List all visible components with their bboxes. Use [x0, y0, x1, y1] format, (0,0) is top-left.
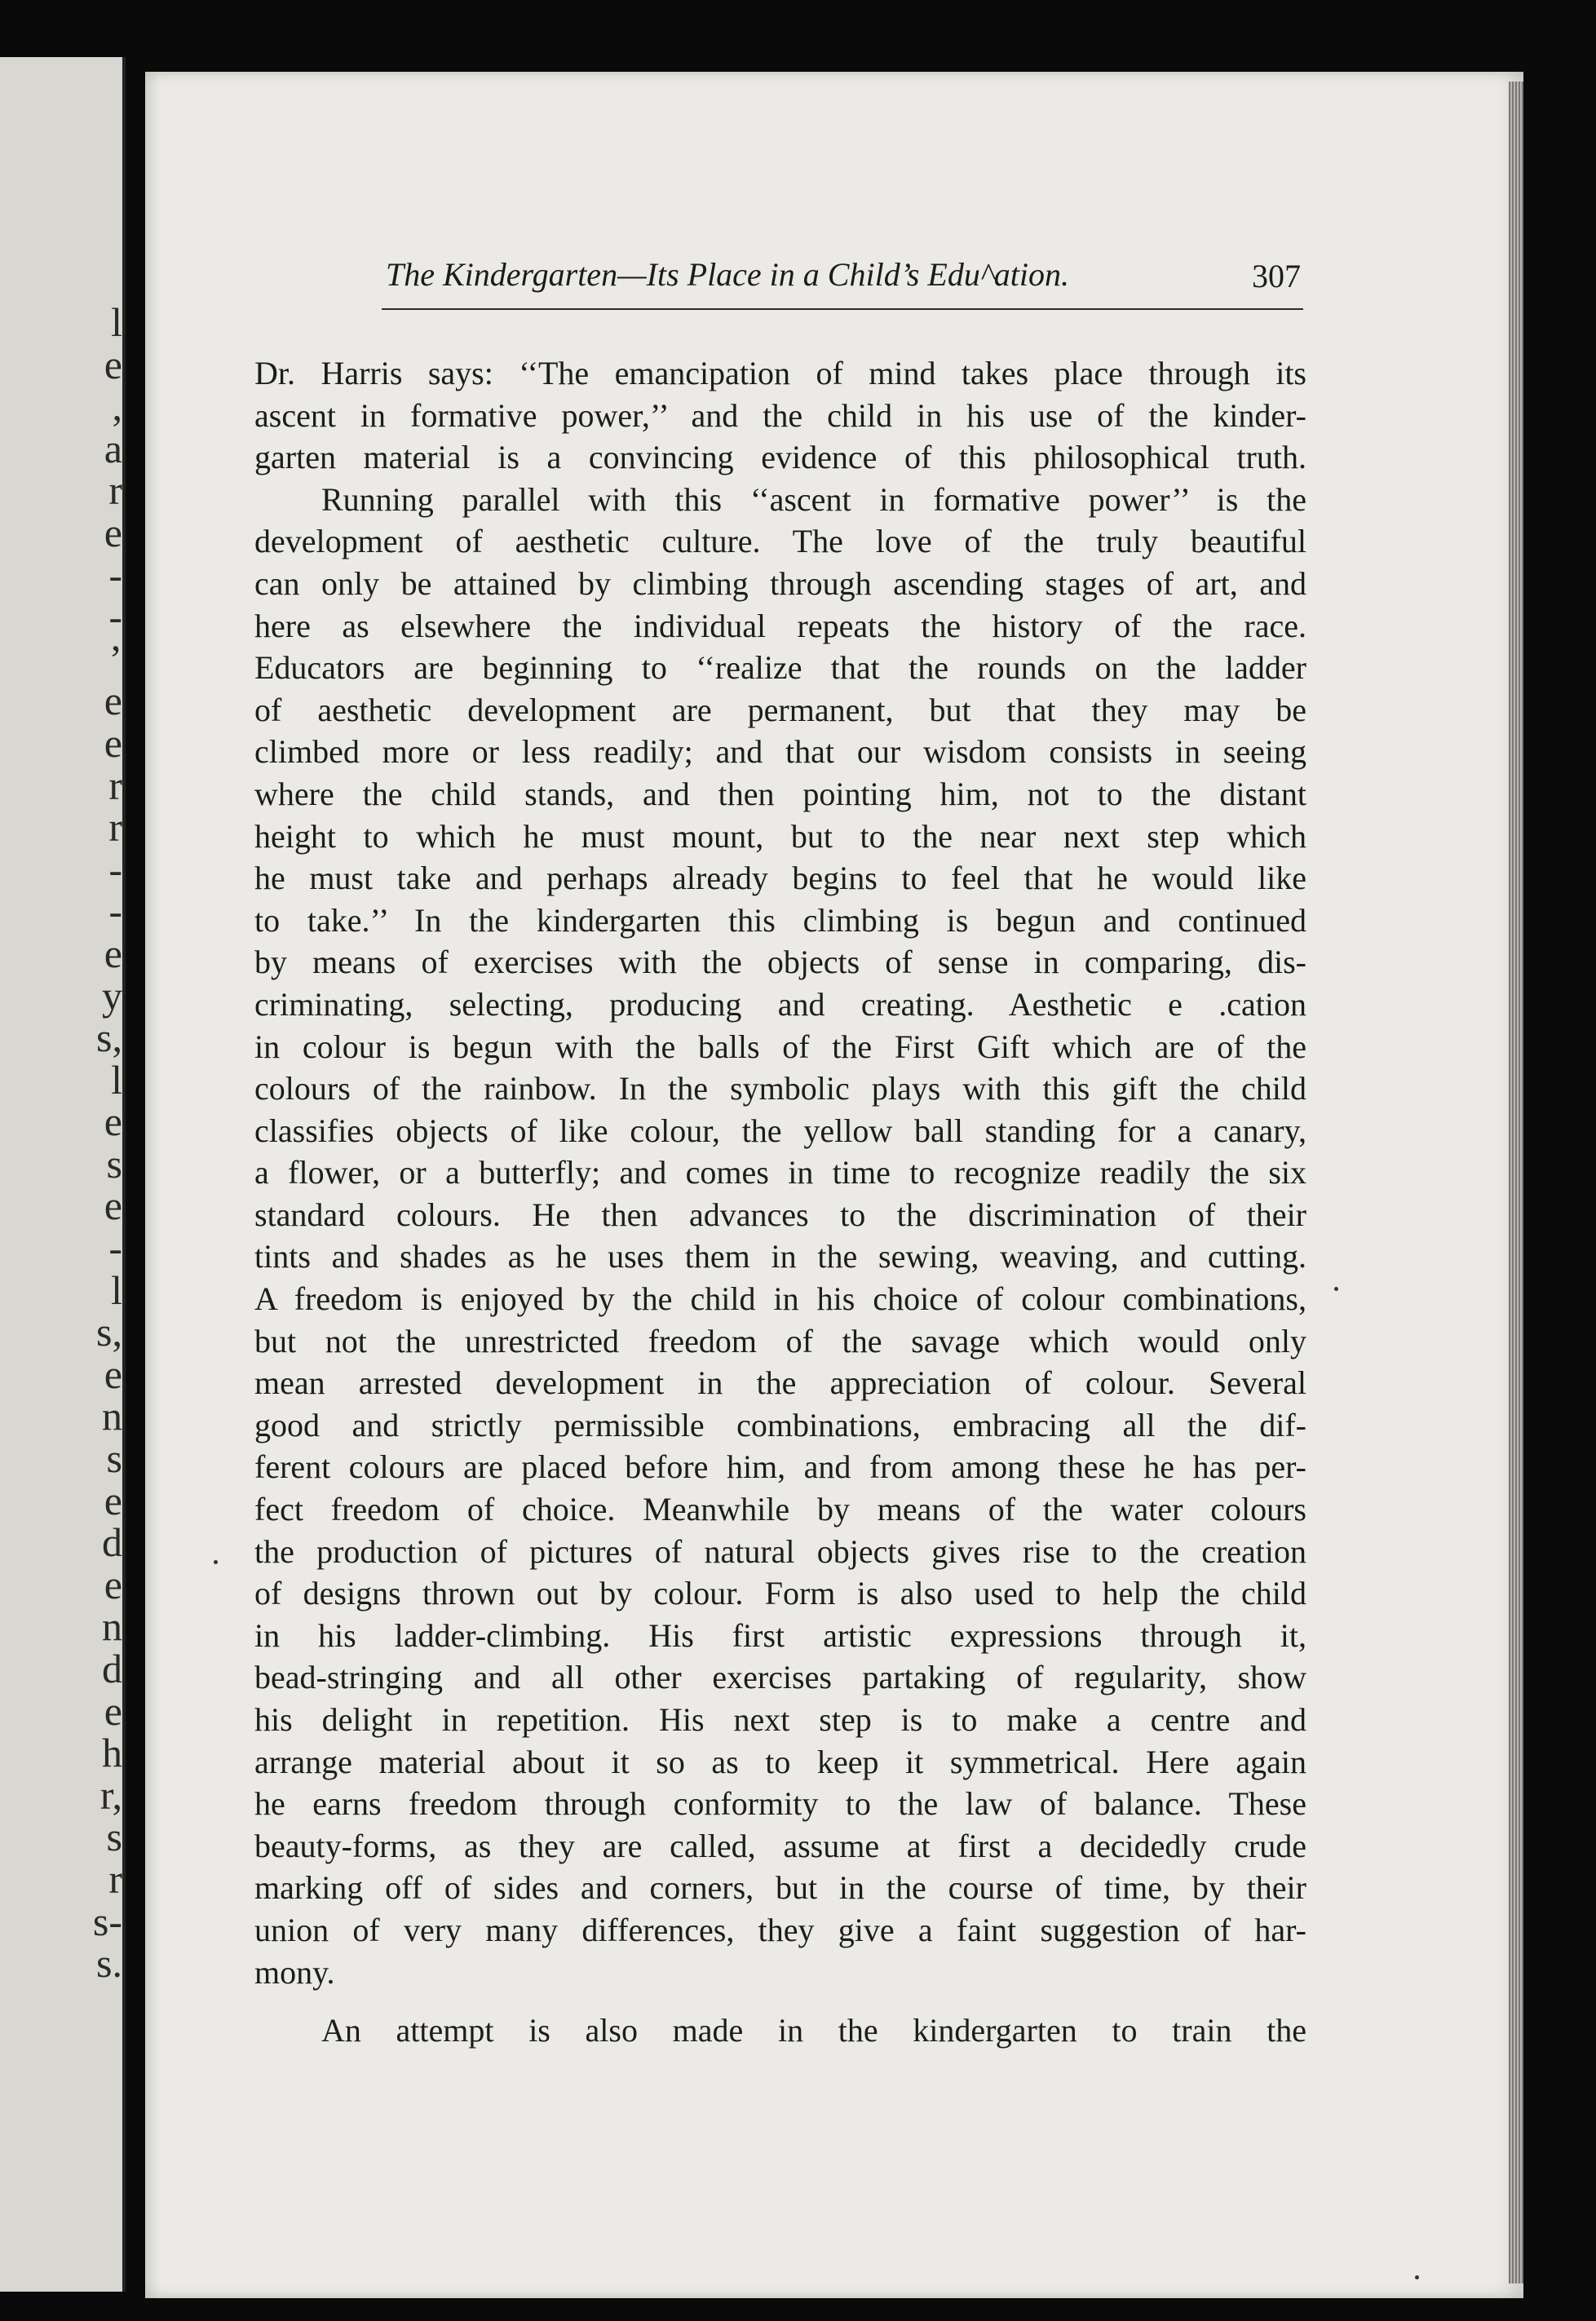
- text-line: Running parallel with this ‘‘ascent in formative power’’ is the: [321, 480, 1306, 518]
- previous-page-fragment: s: [106, 1140, 122, 1187]
- previous-page-text-fragments: [33, 299, 122, 2096]
- previous-page-fragment: e: [104, 509, 122, 555]
- text-line: to take.’’ In the kindergarten this climbing is begun and continued: [254, 901, 1306, 939]
- text-line: An attempt is also made in the kindergarten to train the: [321, 2012, 1306, 2049]
- body-text: [254, 352, 1306, 2052]
- text-line: A freedom is enjoyed by the child in his choice of colour combinations,: [254, 1280, 1306, 1318]
- previous-page-fragment: -: [108, 1225, 122, 1271]
- text-line: climbed more or less readily; and that our wisdom consists in seeing: [254, 733, 1306, 771]
- text-line: Dr. Harris says: ‘‘The emancipation of mind takes place through its: [254, 355, 1306, 391]
- previous-page-fragment: ’: [108, 635, 122, 682]
- text-line: height to which he must mount, but to the near next step which: [254, 817, 1306, 855]
- previous-page-fragment: e: [104, 678, 122, 724]
- previous-page-fragment: e: [104, 930, 122, 976]
- text-line: criminating, selecting, producing and creating. Aesthetic e .cation: [254, 985, 1306, 1023]
- previous-page-fragment: e: [104, 341, 122, 387]
- text-line: a flower, or a butterfly; and comes in time to recognize readily the six: [254, 1154, 1306, 1191]
- previous-page-fragment: e: [104, 1687, 122, 1734]
- text-line: mean arrested development in the appreciation of colour. Several: [254, 1364, 1306, 1402]
- previous-page-fragment: a: [104, 425, 122, 471]
- previous-page-fragment: ,: [112, 383, 122, 430]
- previous-page-fragment: r,: [99, 1771, 122, 1818]
- previous-page-fragment: -: [108, 888, 122, 935]
- page-stack-edge: [1509, 82, 1523, 2283]
- text-line: good and strictly permissible combinations, embracing all the dif-: [254, 1406, 1306, 1443]
- previous-page-fragment: h: [102, 1730, 122, 1776]
- text-line: union of very many differences, they give a faint suggestion of har-: [254, 1911, 1306, 1948]
- running-head: The Kindergarten—Its Place in a Child’s Edu^ation.: [386, 256, 1069, 293]
- page-header: [237, 255, 1301, 304]
- text-line: Educators are beginning to ‘‘realize that the rounds on the ladder: [254, 649, 1306, 687]
- text-line: in colour is begun with the balls of the First Gift which are of the: [254, 1028, 1306, 1065]
- text-line: he must take and perhaps already begins to feel that he would like: [254, 860, 1306, 897]
- previous-page-fragment: d: [102, 1519, 122, 1566]
- previous-page-fragment: n: [102, 1603, 122, 1650]
- text-line: in his ladder-climbing. His first artistic expressions through it,: [254, 1616, 1306, 1654]
- previous-page-fragment: e: [104, 1183, 122, 1229]
- previous-page-fragment: r: [108, 762, 122, 808]
- text-line: where the child stands, and then pointing him, not to the distant: [254, 775, 1306, 812]
- text-line: development of aesthetic culture. The love of the truly beautiful: [254, 523, 1306, 560]
- text-line: bead-stringing and all other exercises partaking of regularity, show: [254, 1659, 1306, 1696]
- text-line: fect freedom of choice. Meanwhile by means of the water colours: [254, 1491, 1306, 1528]
- previous-page-fragment: e: [104, 1477, 122, 1523]
- text-line: ferent colours are placed before him, and from among these he has per-: [254, 1448, 1306, 1486]
- text-line: but not the unrestricted freedom of the savage which would only: [254, 1322, 1306, 1359]
- previous-page-fragment: e: [104, 719, 122, 766]
- text-line: standard colours. He then advances to the discrimination of their: [254, 1196, 1306, 1233]
- text-line: tints and shades as he uses them in the sewing, weaving, and cutting.: [254, 1238, 1306, 1275]
- text-line: can only be attained by climbing through ascending stages of art, and: [254, 564, 1306, 602]
- previous-page-fragment: e: [104, 1561, 122, 1607]
- previous-page-fragment: s-: [92, 1898, 122, 1944]
- text-line: his delight in repetition. His next step is to make a centre and: [254, 1701, 1306, 1738]
- previous-page-fragment: -: [108, 846, 122, 892]
- previous-page-fragment: s,: [96, 1015, 122, 1061]
- text-line: of designs thrown out by colour. Form is also used to help the child: [254, 1575, 1306, 1612]
- previous-page-fragment: e: [104, 1351, 122, 1397]
- text-line: arrange material about it so as to keep it symmetrical. Here again: [254, 1743, 1306, 1780]
- previous-page-fragment: l: [111, 299, 122, 345]
- text-line: marking off of sides and corners, but in the course of time, by their: [254, 1869, 1306, 1907]
- previous-page-fragment: s,: [96, 1309, 122, 1355]
- previous-page-fragment: r: [108, 804, 122, 851]
- text-line: of aesthetic development are permanent, but that they may be: [254, 691, 1306, 728]
- print-speck: [1415, 2275, 1419, 2279]
- text-line: by means of exercises with the objects of sense in comparing, dis-: [254, 944, 1306, 981]
- text-line: here as elsewhere the individual repeats the history of the race.: [254, 607, 1306, 644]
- text-line: ascent in formative power,’’ and the child in his use of the kinder-: [254, 396, 1306, 434]
- text-line: colours of the rainbow. In the symbolic plays with this gift the child: [254, 1070, 1306, 1107]
- text-line: he earns freedom through conformity to the law of balance. These: [254, 1785, 1306, 1823]
- previous-page-fragment: y: [102, 972, 122, 1019]
- text-line: garten material is a convincing evidence of this philosophical truth.: [254, 439, 1306, 476]
- print-speck: [1334, 1287, 1338, 1291]
- text-line: classifies objects of like colour, the yellow ball standing for a canary,: [254, 1112, 1306, 1149]
- print-speck: [214, 1560, 218, 1564]
- text-line: beauty-forms, as they are called, assume at first a decidedly crude: [254, 1827, 1306, 1864]
- previous-page-fragment: s: [106, 1814, 122, 1860]
- previous-page-fragment: -: [108, 594, 122, 640]
- previous-page-fragment: l: [111, 1056, 122, 1103]
- previous-page-fragment: r: [108, 467, 122, 514]
- previous-page-fragment: -: [108, 551, 122, 598]
- previous-page-fragment: d: [102, 1646, 122, 1691]
- previous-page-fragment: n: [102, 1393, 122, 1439]
- previous-page-fragment: s.: [96, 1940, 122, 1987]
- previous-page-fragment: r: [108, 1855, 122, 1902]
- previous-page-fragment: s: [106, 1435, 122, 1482]
- text-line: mony.: [254, 1953, 335, 1991]
- header-rule: [382, 308, 1303, 310]
- previous-page-fragment: l: [111, 1267, 122, 1313]
- previous-page-edge: [0, 57, 126, 2292]
- text-line: the production of pictures of natural objects gives rise to the creation: [254, 1532, 1306, 1570]
- page-number: 307: [1252, 258, 1301, 294]
- previous-page-fragment: e: [104, 1099, 122, 1145]
